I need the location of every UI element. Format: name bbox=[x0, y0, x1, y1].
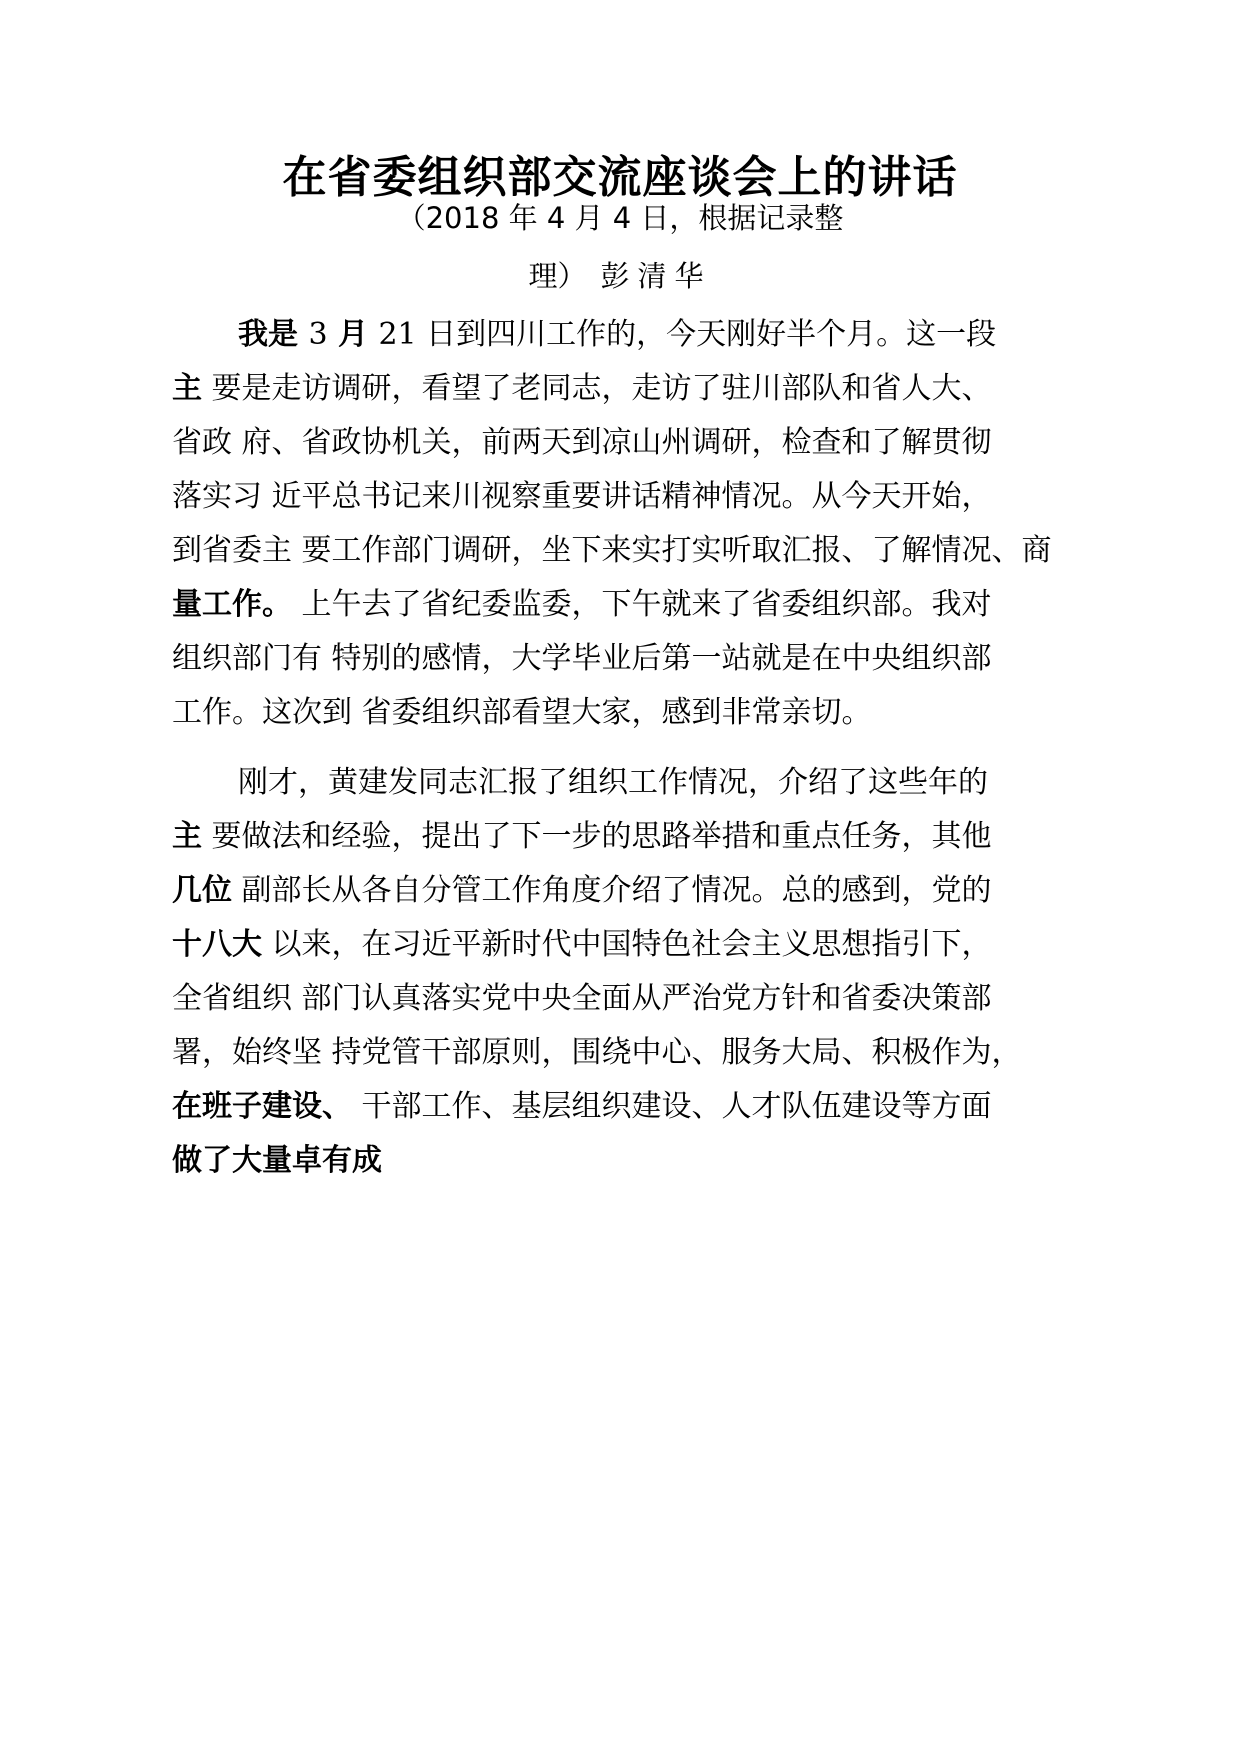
body-text: 全省组织 部门认真落实党中央全面从严治党方针和省委决策部 bbox=[172, 981, 992, 1016]
paragraph-line bbox=[172, 864, 1092, 918]
number-text: 21 bbox=[378, 317, 417, 352]
paragraph-line bbox=[172, 810, 1092, 864]
speech-title: 在省委组织部交流座谈会上的讲话 bbox=[282, 152, 958, 203]
body-text: 日到四川工作的，今天刚好半个月。这一段 bbox=[416, 317, 997, 352]
paragraph-line bbox=[172, 918, 1092, 972]
date-source-note: （2018 年 4 月 4 日，根据记录整 bbox=[396, 201, 844, 235]
body-text: 上午去了省纪委监委，下午就来了省委组织部。我对 bbox=[292, 587, 992, 622]
bold-text: 在班子建设、 bbox=[172, 1089, 352, 1124]
bold-text: 量工作。 bbox=[172, 587, 292, 622]
paragraph-line bbox=[172, 578, 1092, 632]
body-text: 要做法和经验，提出了下一步的思路举措和重点任务，其他 bbox=[202, 819, 992, 854]
bold-text: 我是 bbox=[238, 317, 309, 352]
body-text: 工作。这次到 省委组织部看望大家，感到非常亲切。 bbox=[172, 695, 872, 730]
paragraph-line bbox=[172, 632, 1092, 686]
body-text: 落实习 近平总书记来川视察重要讲话精神情况。从今天开始， bbox=[172, 479, 992, 514]
paragraph-line bbox=[172, 686, 1092, 740]
author-name: 彭清华 bbox=[600, 259, 712, 293]
author-line bbox=[0, 256, 1240, 296]
bold-text: 主 bbox=[172, 819, 202, 854]
body-text: 组织部门有 特别的感情，大学毕业后第一站就是在中央组织部 bbox=[172, 641, 992, 676]
paragraph-1 bbox=[172, 308, 1092, 740]
bold-text: 做了大量卓有成 bbox=[172, 1143, 382, 1178]
paragraph-line bbox=[172, 1080, 1092, 1134]
paragraph-line bbox=[172, 416, 1092, 470]
paragraph-line bbox=[172, 1134, 1092, 1188]
paragraph-line bbox=[172, 524, 1092, 578]
body-text: 到省委主 要工作部门调研，坐下来实打实听取汇报、了解情况、商 bbox=[172, 533, 1052, 568]
body-text: 副部长从各自分管工作角度介绍了情况。总的感到，党的 bbox=[232, 873, 992, 908]
paragraph-line bbox=[172, 470, 1092, 524]
body-text: 署，始终坚 持党管干部原则，围绕中心、服务大局、积极作为， bbox=[172, 1035, 1022, 1070]
body-text: 省政 府、省政协机关，前两天到凉山州调研，检查和了解贯彻 bbox=[172, 425, 992, 460]
body-text: 要是走访调研，看望了老同志，走访了驻川部队和省人大、 bbox=[202, 371, 992, 406]
bold-text: 月 bbox=[327, 317, 379, 352]
bold-text: 几位 bbox=[172, 873, 232, 908]
paragraph-line bbox=[172, 756, 1092, 810]
paragraph-2 bbox=[172, 756, 1092, 1188]
body-text: 以来，在习近平新时代中国特色社会主义思想指引下， bbox=[262, 927, 992, 962]
body-text: 干部工作、基层组织建设、人才队伍建设等方面 bbox=[352, 1089, 992, 1124]
paragraph-line bbox=[172, 362, 1092, 416]
bold-text: 十八大 bbox=[172, 927, 262, 962]
paragraph-line bbox=[172, 308, 1092, 362]
number-text: 3 bbox=[308, 317, 328, 352]
bold-text: 主 bbox=[172, 371, 202, 406]
paragraph-line bbox=[172, 972, 1092, 1026]
paragraph-line bbox=[172, 1026, 1092, 1080]
date-source-note-end: 理） bbox=[528, 259, 587, 293]
body-text: 刚才，黄建发同志汇报了组织工作情况，介绍了这些年的 bbox=[238, 765, 988, 800]
